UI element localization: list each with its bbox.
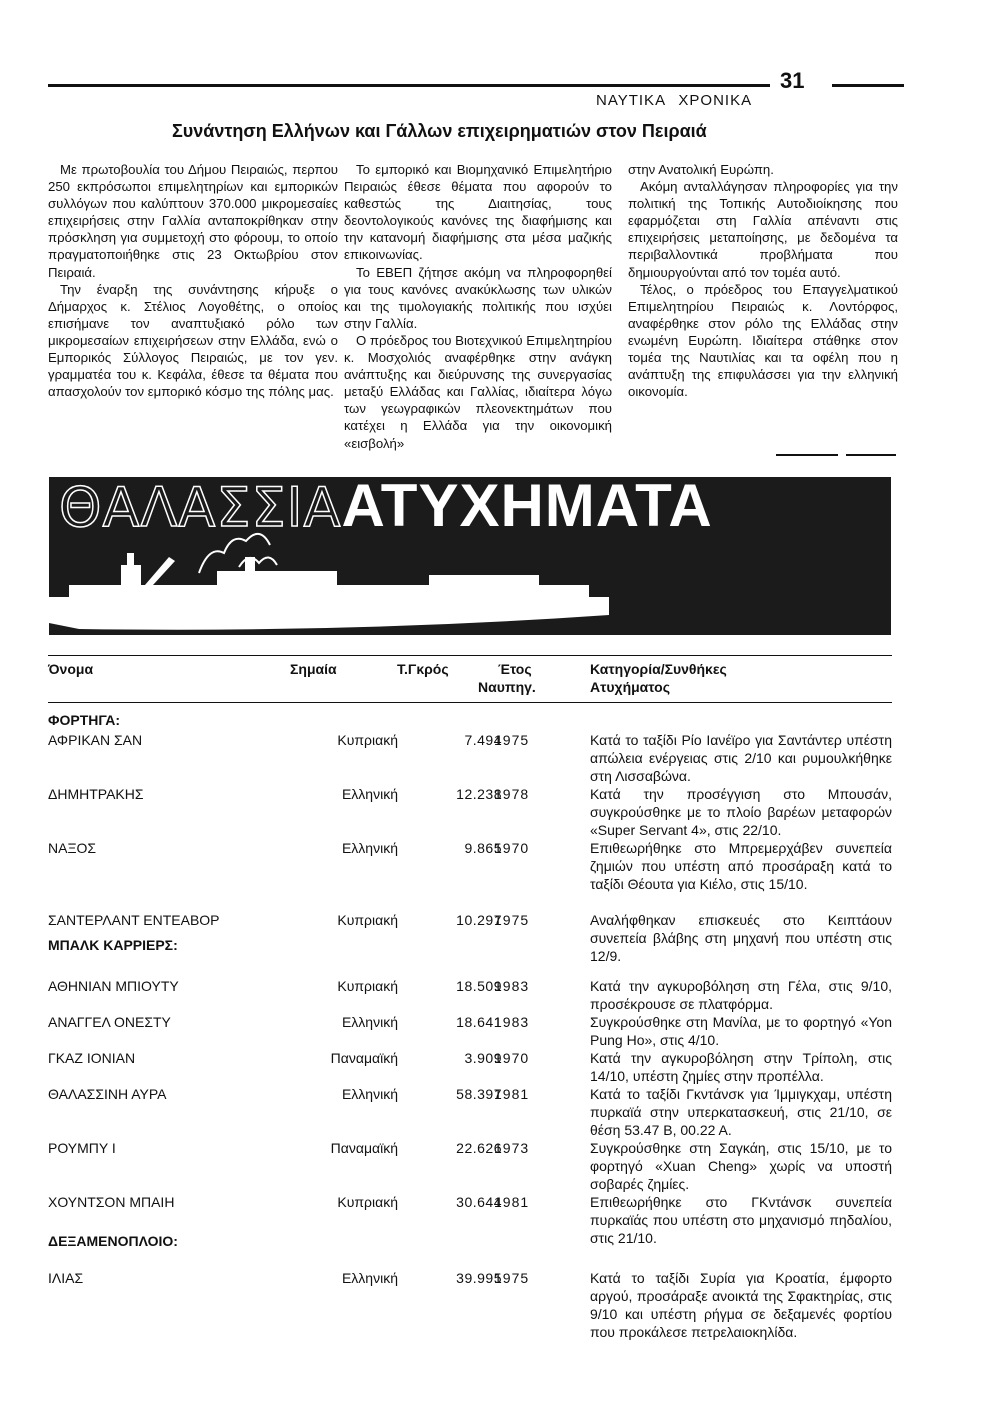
ship-flag: Παναμαϊκή: [330, 1140, 398, 1156]
ship-tonnage: 18.641: [456, 1014, 502, 1030]
ship-name: ΙΛΙΑΣ: [48, 1270, 84, 1286]
banner-title-thin: ΘΑΛΑΣΣΙΑ: [59, 477, 342, 539]
column-header-tonnage: Τ.Γκρός: [397, 661, 449, 677]
ship-year: 1975: [494, 732, 530, 748]
ship-name: ΔΗΜΗΤΡΑΚΗΣ: [48, 786, 144, 802]
ship-tonnage: 12.238: [456, 786, 502, 802]
ship-year: 1983: [494, 978, 530, 994]
article-paragraph: Ακόμη ανταλλάγησαν πληροφορίες για την πολιτική της Τοπικής Αυτοδιοίκησης που εφαρμόζεται στη Γαλλία απέναντι στις επιχειρήσεις μεταποίησης, με δεδομένα τα περιβαλλοντικά προβλήματα που δημιουργούνται από τον τομέα αυτό.: [628, 179, 898, 280]
ship-tonnage: 22.626: [456, 1140, 502, 1156]
ship-year: 1978: [494, 786, 530, 802]
ship-year: 1981: [494, 1194, 530, 1210]
accident-description: Κατά το ταξίδι Συρία για Κροατία, έμφορτο αργού, προσάραξε ανοικτά της Σφακτηρίας, στις 9/10 και υπέστη ρήγμα σε δεξαμενές φορτίου που προκάλεσε πετρελαιοκηλίδα.: [590, 1270, 892, 1340]
banner-title-bold: ΑΤΥΧΗΜΑΤΑ: [341, 477, 713, 539]
ship-flag: Κυπριακή: [337, 978, 398, 994]
accident-description: Επιθεωρήθηκε στο Μπρεμερχάβεν συνεπεία ζημιών που υπέστη από προσάραξη κατά το ταξίδι Θέουτα για Κιέλο, στις 15/10.: [590, 840, 892, 892]
ship-name: ΡΟΥΜΠΥ Ι: [48, 1140, 116, 1156]
ship-year: 1973: [494, 1140, 530, 1156]
ship-name: ΝΑΞΟΣ: [48, 840, 97, 856]
ship-tonnage: 10.297: [456, 912, 502, 928]
article-paragraph: Ο πρόεδρος του Βιοτεχνικού Επιμελητηρίου κ. Μοσχολιός αναφέρθηκε στην ανάγκη ανάπτυξης και διεύρυνσης της συνεργασίας μεταξύ Ελλάδας και Γαλλίας, ιδιαίτερα λόγω των γεωγραφικών πλεονεκτημάτων που κατέχει η Ελλάδα για την οικονομική «εισβολή»: [344, 332, 612, 451]
article-paragraph: Την έναρξη της συνάντησης κήρυξε ο Δήμαρχος κ. Στέλιος Λογοθέτης, ο οποίος επισήμανε τον αναπτυξιακό ρόλο των μικρομεσαίων επιχειρήσεων στην Ελλάδα, ενώ ο Εμπορικός Σύλλογος Πειραιώς, με τον γεν. γραμματέα του κ. Κεφάλα, έθεσε τα θέματα που απασχολούν τον εμπορικό κόσμο της πόλης μας.: [48, 281, 338, 400]
article-column-3: [628, 161, 898, 400]
article-title: Συνάντηση Ελλήνων και Γάλλων επιχειρηματιών στον Πειραιά: [172, 121, 707, 141]
section-banner: [49, 477, 891, 635]
ship-tonnage: 7.494: [464, 732, 502, 748]
category-heading: ΔΕΞΑΜΕΝΟΠΛΟΙΟ:: [48, 1233, 178, 1249]
accident-description: Συγκρούσθηκε στη Μανίλα, με το φορτηγό «Yon Pung Ho», στις 4/10.: [590, 1014, 892, 1048]
article-paragraph: Με πρωτοβουλία του Δήμου Πειραιώς, περπου 250 εκπρόσωποι επιμελητηρίων και εμπορικών συλλόγων που καλύπτουν 370.000 μικρομεσαίες επιχειρήσεις στην Γαλλία ανταποκρίθηκαν στην πρόσκληση για συμμετοχή στο φόρουμ, το οποίο πραγματοποιήθηκε στις 23 Οκτωβρίου στον Πειραιά.: [48, 162, 338, 280]
header-rule: [48, 84, 770, 87]
ship-flag: Ελληνική: [341, 1086, 398, 1102]
category-heading: ΦΟΡΤΗΓΑ:: [48, 712, 121, 728]
ship-year: 1970: [494, 840, 530, 856]
ship-tonnage: 30.644: [456, 1194, 502, 1210]
ship-name: ΣΑΝΤΕΡΛΑΝΤ ΕΝΤΕΑΒΟΡ: [48, 912, 220, 928]
ship-tonnage: 18.509: [456, 978, 502, 994]
category-heading: ΜΠΑΛΚ ΚΑΡΡΙΕΡΣ:: [48, 937, 178, 953]
article-column-2: [344, 161, 612, 452]
page-number: 31: [780, 68, 805, 93]
accident-description: Συγκρούσθηκε στη Σαγκάη, στις 15/10, με το φορτηγό «Xuan Cheng» χωρίς να υποστή σοβαρές ζημίες.: [590, 1140, 892, 1192]
ship-year: 1975: [494, 1270, 530, 1286]
ship-tonnage: 58.397: [456, 1086, 502, 1102]
column-header-name: Όνομα: [48, 661, 94, 677]
article-paragraph: στην Ανατολική Ευρώπη.: [628, 162, 774, 177]
column-header-flag: Σημαία: [290, 661, 337, 677]
ship-tonnage: 9.865: [464, 840, 502, 856]
ship-name: ΑΦΡΙΚΑΝ ΣΑΝ: [48, 732, 143, 748]
ship-tonnage: 3.909: [464, 1050, 502, 1066]
ship-tonnage: 39.995: [456, 1270, 502, 1286]
ship-flag: Κυπριακή: [337, 732, 398, 748]
ship-name: ΘΑΛΑΣΣΙΝΗ ΑΥΡΑ: [48, 1086, 167, 1102]
ship-flag: Ελληνική: [341, 840, 398, 856]
header-rule-right: [832, 84, 904, 87]
ship-flag: Ελληνική: [341, 1014, 398, 1030]
article-paragraph: Το εμπορικό και Βιομηχανικό Επιμελητήριο Πειραιώς έθεσε θέματα που αφορούν το καθεστώς της Διαιτησίας, τους δεοντολογικούς κανόνες της διαφήμισης και την κατανομή διαφήμισης στα μέσα μαζικής επικοινωνίας.: [344, 162, 612, 263]
magazine-name: ΝΑΥΤΙΚΑ ΧΡΟΝΙΚΑ: [596, 92, 753, 109]
ship-name: ΑΝΑΓΓΕΛ ΟΝΕΣΤΥ: [48, 1014, 171, 1030]
article-end-rule: [776, 454, 838, 456]
article-paragraph: Τέλος, ο πρόεδρος του Επαγγελματικού Επιμελητηρίου Πειραιώς κ. Λοντόρφος, αναφέρθηκε στον ρόλο της Ελλάδας στην ενωμένη Ευρώπη. Ιδιαίτερα στάθηκε στον τομέα της Ναυτιλίας και τα οφέλη που η ανάπτυξη της επιφυλάσσει για την ελληνική οικονομία.: [628, 281, 898, 400]
table-header-rule: [48, 702, 892, 703]
ship-name: ΑΘΗΝΙΑΝ ΜΠΙΟΥΤΥ: [48, 978, 179, 994]
article-paragraph: Το ΕΒΕΠ ζήτησε ακόμη να πληροφορηθεί για τους κανόνες ανακύκλωσης των υλικών και της τιμολογιακής πολιτικής που ισχύει στην Γαλλία.: [344, 264, 612, 331]
ship-flag: Ελληνική: [341, 786, 398, 802]
column-header-desc-line2: Ατυχήματος: [590, 679, 670, 695]
ship-flag: Κυπριακή: [337, 912, 398, 928]
ship-year: 1981: [494, 1086, 530, 1102]
ship-flag: Ελληνική: [341, 1270, 398, 1286]
column-header-year-line1: Έτος: [498, 661, 532, 677]
ship-year: 1970: [494, 1050, 530, 1066]
accident-description: Κατά την προσέγγιση στο Μπουσάν, συγκρούσθηκε με το πλοίο βαρέων μεταφορών «Super Servant 4», στις 22/10.: [590, 786, 892, 838]
ship-name: ΓΚΑΖ ΙΟΝΙΑΝ: [48, 1050, 136, 1066]
accident-description: Κατά την αγκυροβόληση στη Γέλα, στις 9/10, προσέκρουσε σε πλατφόρμα.: [590, 978, 892, 1012]
column-header-year-line2: Ναυπηγ.: [478, 679, 536, 695]
table-top-rule: [48, 655, 892, 656]
ship-year: 1975: [494, 912, 530, 928]
accident-description: Επιθεωρήθηκε στο ΓΚντάνσκ συνεπεία πυρκαϊάς που υπέστη στο μηχανισμό πηδαλίου, στις 21/10.: [590, 1194, 892, 1246]
ship-silhouette-icon: [49, 477, 891, 635]
accident-description: Κατά το ταξίδι Γκντάνσκ για Ίμμιγκχαμ, υπέστη πυρκαϊά στην υπερκατασκευή, στις 21/10, σε θέση 53.47 Β, 00.22 Α.: [590, 1086, 892, 1138]
accident-description: Κατά το ταξίδι Ρίο Ιανέϊρο για Σαντάντερ υπέστη απώλεια ενέργειας στις 2/10 και ρυμουλκήθηκε στη Λισσαβώνα.: [590, 732, 892, 784]
article-end-rule: [846, 454, 896, 456]
article-column-1: [48, 161, 338, 400]
ship-year: 1983: [494, 1014, 530, 1030]
accident-description: Κατά την αγκυροβόληση στην Τρίπολη, στις 14/10, υπέστη ζημίες στην προπέλλα.: [590, 1050, 892, 1084]
column-header-description: [590, 660, 727, 696]
ship-name: ΧΟΥΝΤΣΟΝ ΜΠΑΙΗ: [48, 1194, 175, 1210]
column-header-desc-line1: Κατηγορία/Συνθήκες: [590, 661, 727, 677]
ship-flag: Παναμαϊκή: [330, 1050, 398, 1066]
ship-flag: Κυπριακή: [337, 1194, 398, 1210]
column-header-year: [478, 660, 536, 696]
accident-description: Αναλήφθηκαν επισκευές στο Κειπτάουν συνεπεία βλάβης στη μηχανή που υπέστη στις 12/9.: [590, 912, 892, 964]
